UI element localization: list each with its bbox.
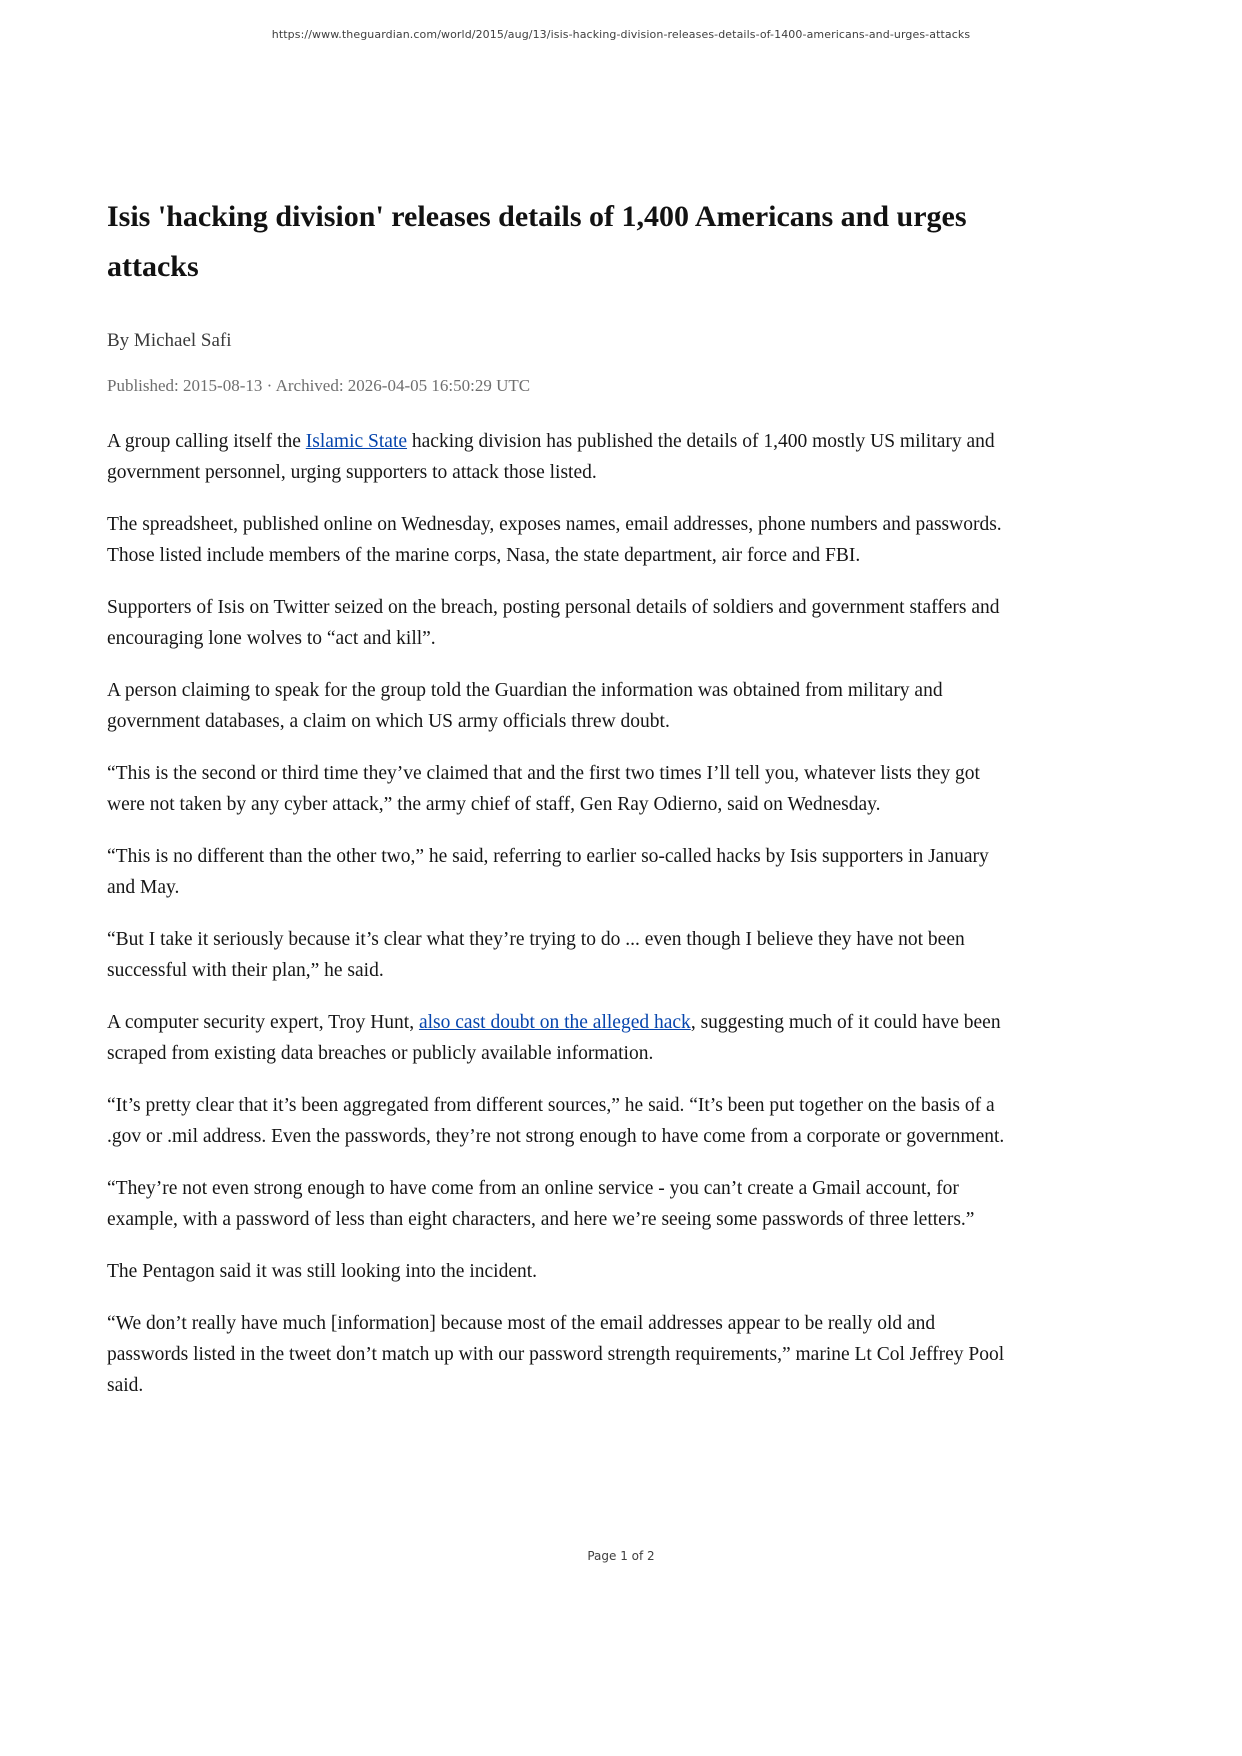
page-header-url: https://www.theguardian.com/world/2015/aug/13/isis-hacking-division-releases-details-of-1400-americans-and-urges-attacks — [271, 28, 971, 41]
paragraph-text: A computer security expert, Troy Hunt, — [107, 1012, 419, 1033]
paragraph-text: The spreadsheet, published online on Wednesday, exposes names, email addresses, phone numbers and passwords. Those listed include members of the marine corps, Nasa, the state department, air force and FBI. — [107, 514, 1002, 566]
article-paragraph — [107, 758, 1012, 820]
article-paragraph — [107, 1173, 1012, 1235]
paragraph-text: “This is no different than the other two,” he said, referring to earlier so-called hacks by Isis supporters in January and May. — [107, 846, 989, 898]
paragraph-text: The Pentagon said it was still looking into the incident. — [107, 1261, 538, 1282]
article-link[interactable]: Islamic State — [305, 431, 408, 452]
paragraph-text: “But I take it seriously because it’s clear what they’re trying to do ... even though I believe they have not been successful with their plan,” he said. — [107, 929, 965, 981]
article-body — [107, 426, 1012, 1401]
article-paragraph — [107, 675, 1012, 737]
article-paragraph — [107, 1090, 1012, 1152]
paragraph-text: “We don’t really have much [information] because most of the email addresses appear to be really old and passwords listed in the tweet don’t match up with our password strength requirements,” marine Lt Col Jeffrey Pool said. — [107, 1313, 1005, 1396]
article-paragraph — [107, 1308, 1012, 1401]
paragraph-text: “They’re not even strong enough to have come from an online service - you can’t create a Gmail account, for example, with a password of less than eight characters, and here we’re seeing some passwords of three letters.” — [107, 1178, 975, 1230]
article-paragraph — [107, 426, 1012, 488]
article-paragraph — [107, 841, 1012, 903]
article-title: Isis 'hacking division' releases details of 1,400 Americans and urges attacks — [107, 200, 967, 283]
paragraph-text: “This is the second or third time they’ve claimed that and the first two times I’ll tell you, whatever lists they got were not taken by any cyber attack,” the army chief of staff, Gen Ray Odierno, said on Wednesday. — [107, 763, 980, 815]
article-paragraph — [107, 509, 1012, 571]
paragraph-text: Supporters of Isis on Twitter seized on the breach, posting personal details of soldiers and government staffers and encouraging lone wolves to “act and kill”. — [107, 597, 1000, 649]
paragraph-text: A group calling itself the — [107, 431, 306, 452]
article — [107, 192, 1012, 1422]
article-byline: By Michael Safi — [107, 330, 232, 351]
page-footer: Page 1 of 2 — [587, 1549, 655, 1563]
article-paragraph — [107, 924, 1012, 986]
paragraph-text: A person claiming to speak for the group told the Guardian the information was obtained from military and government databases, a claim on which US army officials threw doubt. — [107, 680, 943, 732]
article-paragraph — [107, 1256, 1012, 1287]
paragraph-text: hacking division has published the details of 1,400 mostly US military and government personnel, urging supporters to attack those listed. — [107, 431, 995, 483]
paragraph-text: “It’s pretty clear that it’s been aggregated from different sources,” he said. “It’s been put together on the basis of a .gov or .mil address. Even the passwords, they’re not strong enough to have come from a corporate or government. — [107, 1095, 1005, 1147]
article-paragraph — [107, 1007, 1012, 1069]
article-paragraph — [107, 592, 1012, 654]
paragraph-text: , suggesting much of it could have been scraped from existing data breaches or publicly available information. — [107, 1012, 1001, 1064]
article-meta: Published: 2015-08-13 · Archived: 2026-04-05 16:50:29 UTC — [107, 376, 531, 395]
article-link[interactable]: also cast doubt on the alleged hack — [418, 1012, 691, 1033]
